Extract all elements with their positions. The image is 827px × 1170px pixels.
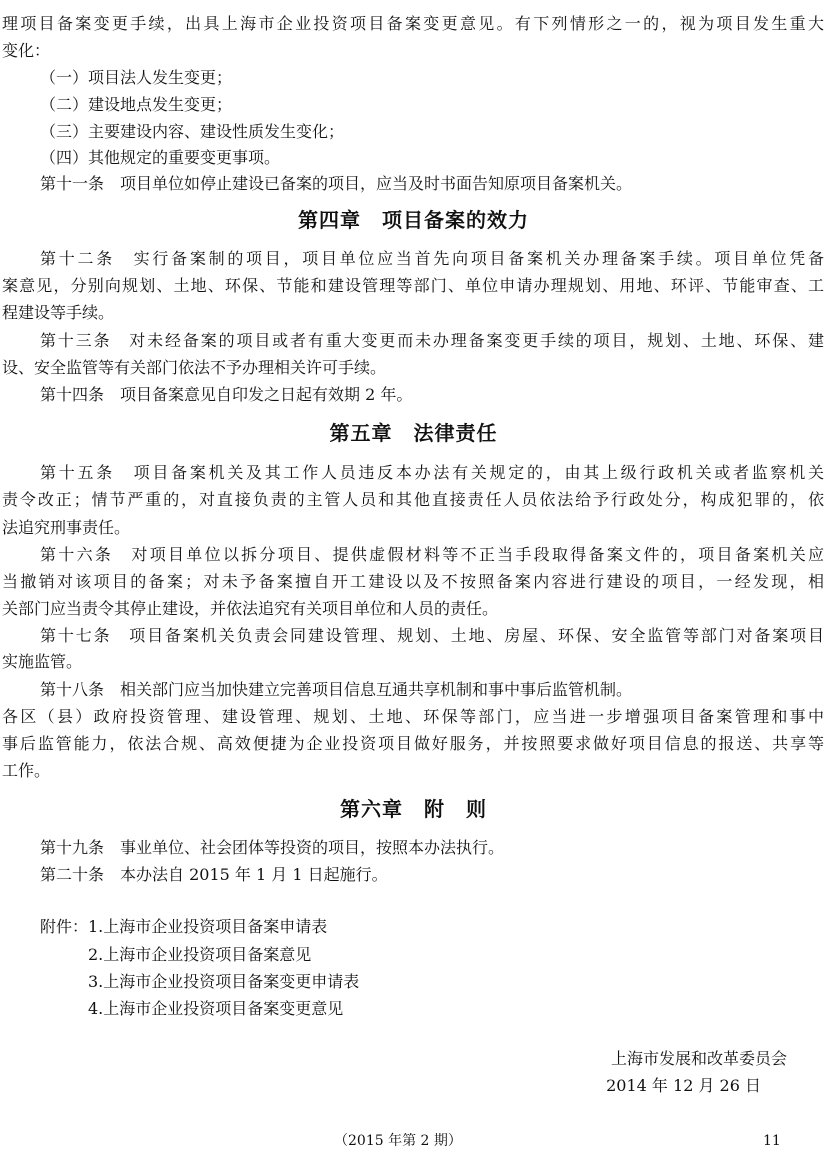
attachment-label: 附件： xyxy=(40,917,89,936)
article-16-line: 第十六条 对项目单位以拆分项目、提供虚假材料等不正当手段取得备案文件的，项目备案机关应 xyxy=(40,545,824,564)
article-12-line: 案意见，分别向规划、土地、环保、节能和建设管理等部门、单位申请办理规划、用地、环评、节能审查、工 xyxy=(2,276,824,295)
issue-date: 2014 年 12 月 26 日 xyxy=(606,1076,761,1095)
article-12-line: 程建设等手续。 xyxy=(2,303,115,322)
article-19: 第十九条 事业单位、社会团体等投资的项目，按照本办法执行。 xyxy=(40,838,505,857)
chapter-heading: 第四章 项目备案的效力 xyxy=(298,208,529,232)
article-15-line: 责令改正；情节严重的，对直接负责的主管人员和其他直接责任人员依法给予行政处分，构成犯罪的，依 xyxy=(2,490,824,509)
article-16-line: 关部门应当责令其停止建设，并依法追究有关项目单位和人员的责任。 xyxy=(2,599,499,618)
body-line: 变化： xyxy=(2,41,51,60)
list-item: （四）其他规定的重要变更事项。 xyxy=(40,148,281,167)
article-17-line: 实施监管。 xyxy=(2,652,83,671)
paragraph-line: 工作。 xyxy=(2,761,51,780)
paragraph-line: 各区（县）政府投资管理、建设管理、规划、土地、环保等部门，应当进一步增强项目备案管理和事中 xyxy=(2,707,824,726)
body-line: 理项目备案变更手续，出具上海市企业投资项目备案变更意见。有下列情形之一的，视为项目发生重大 xyxy=(2,14,824,33)
list-item: （一）项目法人发生变更； xyxy=(40,68,233,87)
article-11: 第十一条 项目单位如停止建设已备案的项目，应当及时书面告知原项目备案机关。 xyxy=(40,174,633,193)
article-15-line: 法追究刑事责任。 xyxy=(2,518,131,537)
chapter-heading: 第五章 法律责任 xyxy=(329,421,498,445)
article-16-line: 当撤销对该项目的备案；对未予备案擅自开工建设以及不按照备案内容进行建设的项目，一经发现，相 xyxy=(2,572,824,591)
article-13-line: 第十三条 对未经备案的项目或者有重大变更而未办理备案变更手续的项目，规划、土地、环保、建 xyxy=(40,331,824,350)
article-13-line: 设、安全监管等有关部门依法不予办理相关许可手续。 xyxy=(2,358,387,377)
article-15-line: 第十五条 项目备案机关及其工作人员违反本办法有关规定的，由其上级行政机关或者监察机关 xyxy=(40,463,824,482)
paragraph-line: 事后监管能力，依法合规、高效便捷为企业投资项目做好服务，并按照要求做好项目信息的报送、共享等 xyxy=(2,734,824,753)
page-number: 11 xyxy=(763,1133,781,1149)
article-20: 第二十条 本办法自 2015 年 1 月 1 日起施行。 xyxy=(40,865,388,884)
attachment-item: 2.上海市企业投资项目备案意见 xyxy=(88,945,312,964)
issue-number: （2015 年第 2 期） xyxy=(334,1133,462,1149)
list-item: （三）主要建设内容、建设性质发生变化； xyxy=(40,122,345,141)
list-item: （二）建设地点发生变更； xyxy=(40,95,233,114)
article-14: 第十四条 项目备案意见自印发之日起有效期 2 年。 xyxy=(40,385,413,404)
article-18: 第十八条 相关部门应当加快建立完善项目信息互通共享机制和事中事后监管机制。 xyxy=(40,680,633,699)
article-12-line: 第十二条 实行备案制的项目，项目单位应当首先向项目备案机关办理备案手续。项目单位凭备 xyxy=(40,249,824,268)
issuing-organization: 上海市发展和改革委员会 xyxy=(610,1049,787,1068)
attachment-item: 3.上海市企业投资项目备案变更申请表 xyxy=(88,972,360,991)
article-17-line: 第十七条 项目备案机关负责会同建设管理、规划、土地、房屋、环保、安全监管等部门对备案项目 xyxy=(40,626,824,645)
attachment-item: 4.上海市企业投资项目备案变更意见 xyxy=(88,999,344,1018)
attachment-item: 1.上海市企业投资项目备案申请表 xyxy=(88,917,328,936)
chapter-heading: 第六章 附 则 xyxy=(340,797,487,821)
